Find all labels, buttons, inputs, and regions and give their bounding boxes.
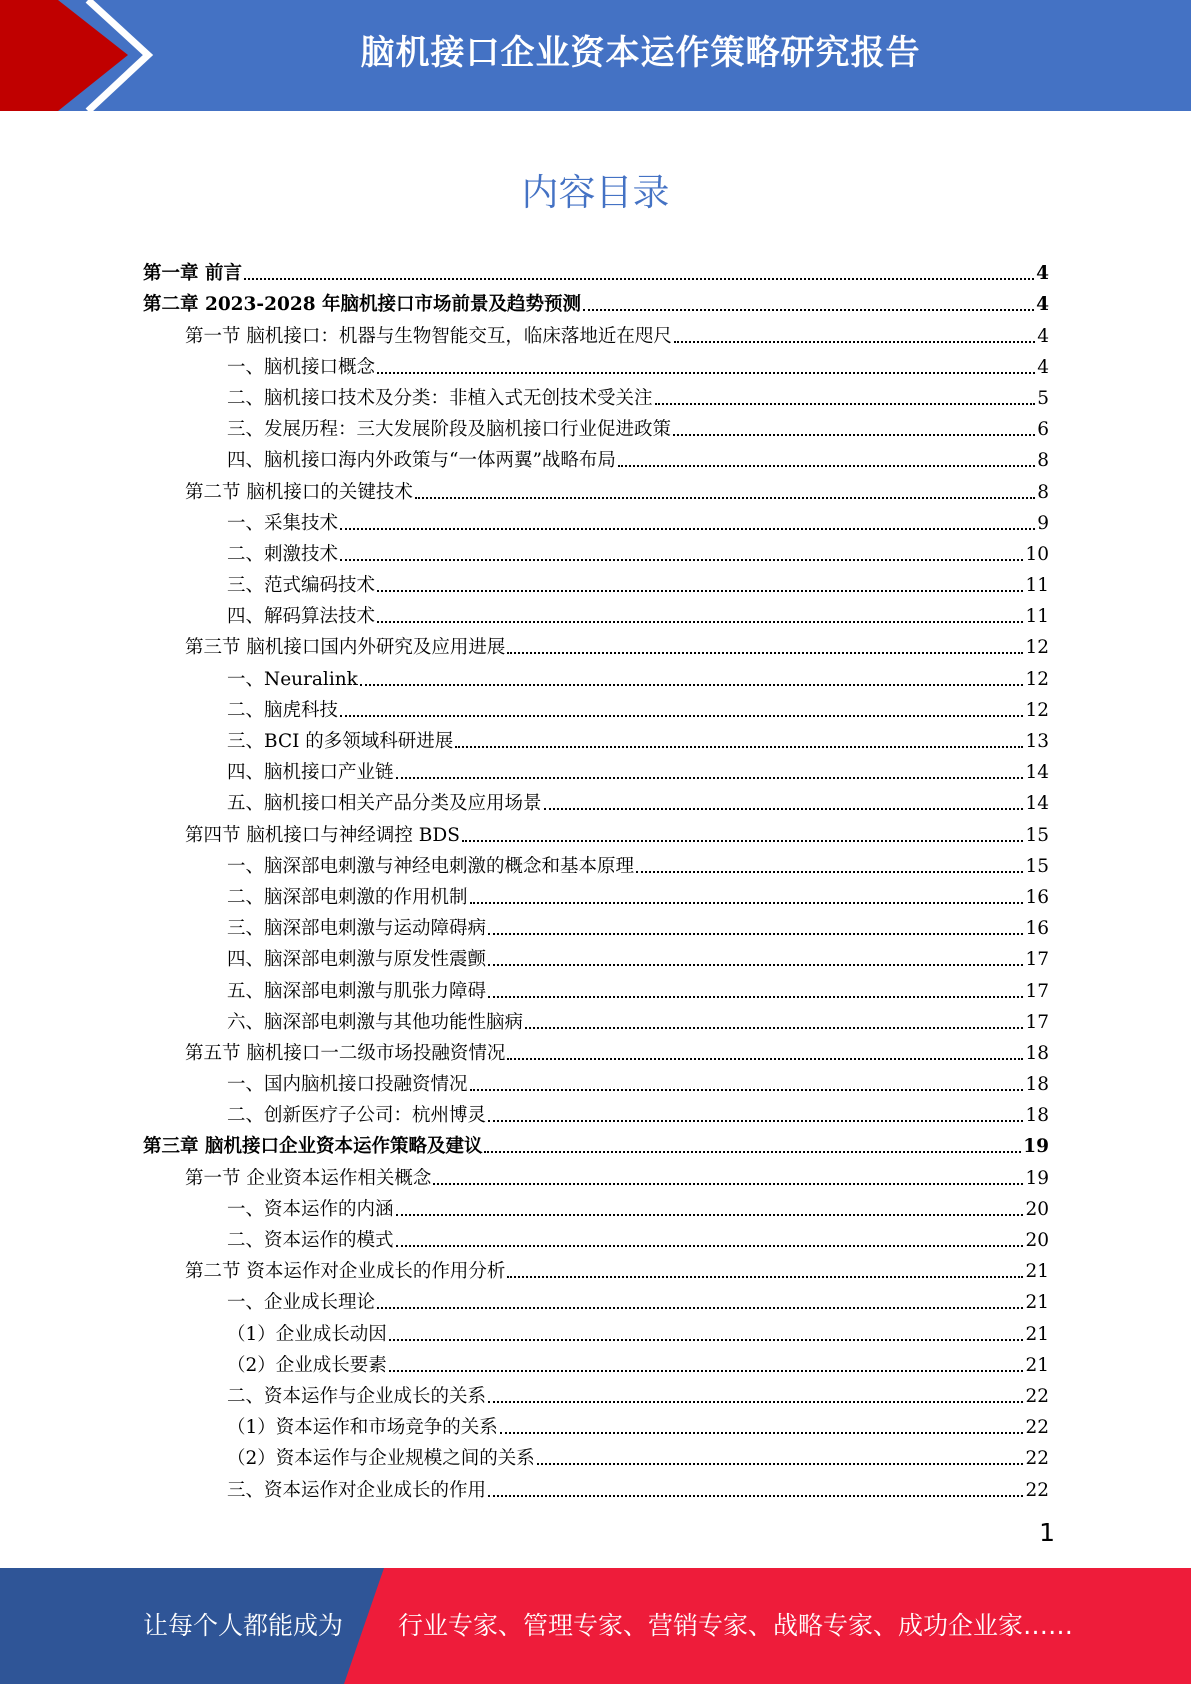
dot-leader <box>507 1058 1023 1060</box>
toc-entry[interactable] <box>143 1252 1049 1283</box>
toc-entry-title: 一、采集技术 <box>227 512 339 534</box>
toc-entry-title: 三、资本运作对企业成长的作用 <box>227 1479 487 1501</box>
toc-entry-page: 10 <box>1025 543 1049 565</box>
toc-entry-page: 15 <box>1025 824 1049 846</box>
toc-entry-page: 20 <box>1025 1230 1049 1251</box>
toc-entry-page: 18 <box>1025 1042 1049 1064</box>
toc-entry-title: （1）企业成长动因 <box>227 1323 387 1345</box>
dot-leader <box>340 528 1035 530</box>
toc-entry-title: （1）资本运作和市场竞争的关系 <box>227 1417 498 1439</box>
dot-leader <box>525 1027 1023 1029</box>
toc-entry-page: 19 <box>1025 1167 1049 1189</box>
page-number: 1 <box>1039 1518 1055 1547</box>
dot-leader <box>244 278 1034 280</box>
toc-entry-title: 五、脑机接口相关产品分类及应用场景 <box>227 793 542 815</box>
table-of-contents <box>143 254 1049 1502</box>
toc-entry-title: （2）企业成长要素 <box>227 1354 387 1376</box>
toc-entry[interactable] <box>143 1034 1049 1065</box>
toc-entry-page: 12 <box>1025 668 1049 690</box>
toc-entry[interactable] <box>143 691 1049 722</box>
toc-entry[interactable] <box>143 316 1049 347</box>
toc-entry-page: 4 <box>1036 263 1049 285</box>
toc-entry-page: 5 <box>1037 387 1049 409</box>
toc-entry[interactable] <box>143 971 1049 1002</box>
toc-entry[interactable] <box>143 1377 1049 1408</box>
toc-entry[interactable] <box>143 753 1049 784</box>
toc-entry[interactable] <box>143 722 1049 753</box>
dot-leader <box>507 1276 1023 1278</box>
toc-entry-title: 六、脑深部电刺激与其他功能性脑病 <box>227 1011 524 1033</box>
toc-entry-page: 16 <box>1025 918 1049 940</box>
toc-entry-title: 第四节 脑机接口与神经调控 BDS <box>185 824 460 846</box>
toc-entry[interactable] <box>143 410 1049 441</box>
toc-entry[interactable] <box>143 659 1049 690</box>
toc-entry-title: 第二节 资本运作对企业成长的作用分析 <box>185 1261 506 1283</box>
toc-entry-title: 三、脑深部电刺激与运动障碍病 <box>227 918 487 940</box>
toc-entry[interactable] <box>143 254 1049 285</box>
toc-entry-title: （2）资本运作与企业规模之间的关系 <box>227 1448 535 1470</box>
toc-entry-title: 二、资本运作与企业成长的关系 <box>227 1385 487 1407</box>
footer-slogan-left: 让每个人都能成为 <box>143 1611 344 1640</box>
dot-leader <box>455 746 1023 748</box>
toc-entry-page: 17 <box>1025 980 1049 1002</box>
dot-leader <box>396 1214 1024 1216</box>
toc-entry-title: 五、脑深部电刺激与肌张力障碍 <box>227 980 487 1002</box>
toc-entry-title: 四、脑机接口海内外政策与“一体两翼”战略布局 <box>227 450 616 472</box>
toc-entry-page: 9 <box>1037 512 1049 534</box>
toc-entry[interactable] <box>143 878 1049 909</box>
toc-entry[interactable] <box>143 348 1049 379</box>
toc-entry[interactable] <box>143 1439 1049 1470</box>
toc-entry-page: 4 <box>1037 356 1049 378</box>
toc-entry-title: 二、脑深部电刺激的作用机制 <box>227 886 468 908</box>
toc-entry-title: 一、Neuralink <box>227 668 358 690</box>
toc-entry-page: 18 <box>1025 1105 1049 1127</box>
dot-leader <box>488 933 1023 935</box>
toc-entry[interactable] <box>143 379 1049 410</box>
report-title: 脑机接口企业资本运作策略研究报告 <box>360 33 921 73</box>
dot-leader <box>636 871 1023 873</box>
dot-leader <box>396 777 1024 779</box>
header-banner <box>0 0 1191 111</box>
toc-entry[interactable] <box>143 1158 1049 1189</box>
toc-entry[interactable] <box>143 1003 1049 1034</box>
toc-entry-page: 14 <box>1025 762 1049 784</box>
toc-entry-title: 三、范式编码技术 <box>227 575 376 597</box>
toc-entry-page: 14 <box>1025 793 1049 815</box>
toc-entry-page: 15 <box>1025 855 1049 877</box>
dot-leader <box>488 1401 1023 1403</box>
toc-entry[interactable] <box>143 472 1049 503</box>
toc-entry[interactable] <box>143 1127 1049 1158</box>
toc-entry-title: 第三节 脑机接口国内外研究及应用进展 <box>185 637 506 659</box>
dot-leader <box>377 590 1023 592</box>
toc-entry[interactable] <box>143 535 1049 566</box>
dot-leader <box>470 1089 1024 1091</box>
dot-leader <box>488 1495 1023 1497</box>
dot-leader <box>655 403 1036 405</box>
toc-entry-page: 4 <box>1036 294 1049 316</box>
toc-entry-page: 12 <box>1025 699 1049 721</box>
toc-entry-page: 13 <box>1025 731 1049 752</box>
dot-leader <box>488 1120 1023 1122</box>
toc-entry-title: 第一节 企业资本运作相关概念 <box>185 1167 432 1189</box>
dot-leader <box>396 1245 1024 1247</box>
toc-entry-page: 12 <box>1025 637 1049 659</box>
toc-entry-title: 一、国内脑机接口投融资情况 <box>227 1074 468 1096</box>
dot-leader <box>415 497 1035 499</box>
dot-leader <box>360 684 1024 686</box>
dot-leader <box>377 621 1023 623</box>
dot-leader <box>377 372 1035 374</box>
dot-leader <box>500 1432 1024 1434</box>
toc-entry-page: 22 <box>1025 1479 1049 1501</box>
toc-entry-title: 第二章 2023-2028 年脑机接口市场前景及趋势预测 <box>143 294 582 316</box>
dot-leader <box>377 1307 1023 1309</box>
toc-entry-title: 一、脑深部电刺激与神经电刺激的概念和基本原理 <box>227 855 635 877</box>
toc-entry-page: 16 <box>1025 886 1049 908</box>
toc-entry-page: 4 <box>1037 325 1049 347</box>
dot-leader <box>488 964 1023 966</box>
toc-entry-title: 二、脑虎科技 <box>227 699 339 721</box>
toc-entry[interactable] <box>143 441 1049 472</box>
toc-entry[interactable] <box>143 1314 1049 1345</box>
toc-entry-page: 11 <box>1025 575 1049 597</box>
dot-leader <box>484 1151 1021 1153</box>
toc-entry-title: 四、解码算法技术 <box>227 606 376 628</box>
dot-leader <box>537 1463 1024 1465</box>
dot-leader <box>389 1370 1024 1372</box>
toc-entry-page: 21 <box>1025 1354 1049 1376</box>
toc-entry-page: 8 <box>1037 481 1049 503</box>
toc-entry[interactable] <box>143 909 1049 940</box>
dot-leader <box>340 559 1023 561</box>
toc-entry[interactable] <box>143 815 1049 846</box>
toc-entry-page: 19 <box>1023 1136 1049 1158</box>
dot-leader <box>544 808 1024 810</box>
dot-leader <box>507 652 1023 654</box>
toc-entry-page: 20 <box>1025 1198 1049 1220</box>
dot-leader <box>462 840 1024 842</box>
toc-entry-title: 二、资本运作的模式 <box>227 1230 394 1251</box>
toc-entry-title: 第二节 脑机接口的关键技术 <box>185 481 413 503</box>
toc-entry-page: 22 <box>1025 1385 1049 1407</box>
toc-entry[interactable] <box>143 566 1049 597</box>
toc-entry-page: 18 <box>1025 1074 1049 1096</box>
toc-entry-page: 21 <box>1025 1292 1049 1314</box>
toc-entry-page: 6 <box>1037 419 1049 441</box>
dot-leader <box>470 902 1024 904</box>
toc-entry-title: 一、脑机接口概念 <box>227 356 376 378</box>
toc-entry[interactable] <box>143 1096 1049 1127</box>
dot-leader <box>673 434 1035 436</box>
toc-entry[interactable] <box>143 1408 1049 1439</box>
toc-entry[interactable] <box>143 847 1049 878</box>
toc-entry-page: 11 <box>1025 606 1049 628</box>
toc-entry-title: 一、企业成长理论 <box>227 1292 376 1314</box>
toc-entry-page: 22 <box>1025 1417 1049 1439</box>
toc-entry-title: 第一章 前言 <box>143 263 242 285</box>
toc-entry-title: 四、脑深部电刺激与原发性震颤 <box>227 949 487 971</box>
footer-banner <box>0 1568 1191 1684</box>
toc-entry-title: 第三章 脑机接口企业资本运作策略及建议 <box>143 1136 483 1158</box>
toc-heading: 内容目录 <box>521 171 670 214</box>
footer-slogan-right: 行业专家、管理专家、营销专家、战略专家、成功企业家…… <box>398 1611 1074 1640</box>
toc-entry[interactable] <box>143 1470 1049 1501</box>
toc-entry-title: 二、脑机接口技术及分类：非植入式无创技术受关注 <box>227 387 653 409</box>
toc-entry[interactable] <box>143 597 1049 628</box>
toc-entry[interactable] <box>143 504 1049 535</box>
dot-leader <box>618 465 1035 467</box>
toc-entry-page: 22 <box>1025 1448 1049 1470</box>
toc-entry[interactable] <box>143 1346 1049 1377</box>
toc-entry[interactable] <box>143 784 1049 815</box>
toc-entry-page: 17 <box>1025 949 1049 971</box>
toc-entry-page: 8 <box>1037 450 1049 472</box>
dot-leader <box>488 996 1023 998</box>
toc-entry-title: 二、刺激技术 <box>227 543 339 565</box>
toc-entry[interactable] <box>143 1283 1049 1314</box>
toc-entry-title: 二、创新医疗子公司：杭州博灵 <box>227 1105 487 1127</box>
toc-entry-title: 三、BCI 的多领域科研进展 <box>227 731 454 752</box>
toc-entry-page: 21 <box>1025 1323 1049 1345</box>
toc-entry[interactable] <box>143 285 1049 316</box>
toc-entry[interactable] <box>143 1190 1049 1221</box>
toc-entry-page: 17 <box>1025 1011 1049 1033</box>
toc-entry-title: 三、发展历程：三大发展阶段及脑机接口行业促进政策 <box>227 419 672 441</box>
toc-entry[interactable] <box>143 1065 1049 1096</box>
toc-entry-title: 第一节 脑机接口：机器与生物智能交互，临床落地近在咫尺 <box>185 325 672 347</box>
toc-entry-title: 第五节 脑机接口一二级市场投融资情况 <box>185 1042 506 1064</box>
toc-entry[interactable] <box>143 940 1049 971</box>
toc-entry-title: 四、脑机接口产业链 <box>227 762 394 784</box>
toc-entry[interactable] <box>143 1221 1049 1252</box>
dot-leader <box>674 341 1035 343</box>
toc-entry-page: 21 <box>1025 1261 1049 1283</box>
dot-leader <box>389 1339 1024 1341</box>
dot-leader <box>340 715 1023 717</box>
dot-leader <box>583 309 1034 311</box>
dot-leader <box>433 1183 1023 1185</box>
toc-entry-title: 一、资本运作的内涵 <box>227 1198 394 1220</box>
toc-entry[interactable] <box>143 628 1049 659</box>
